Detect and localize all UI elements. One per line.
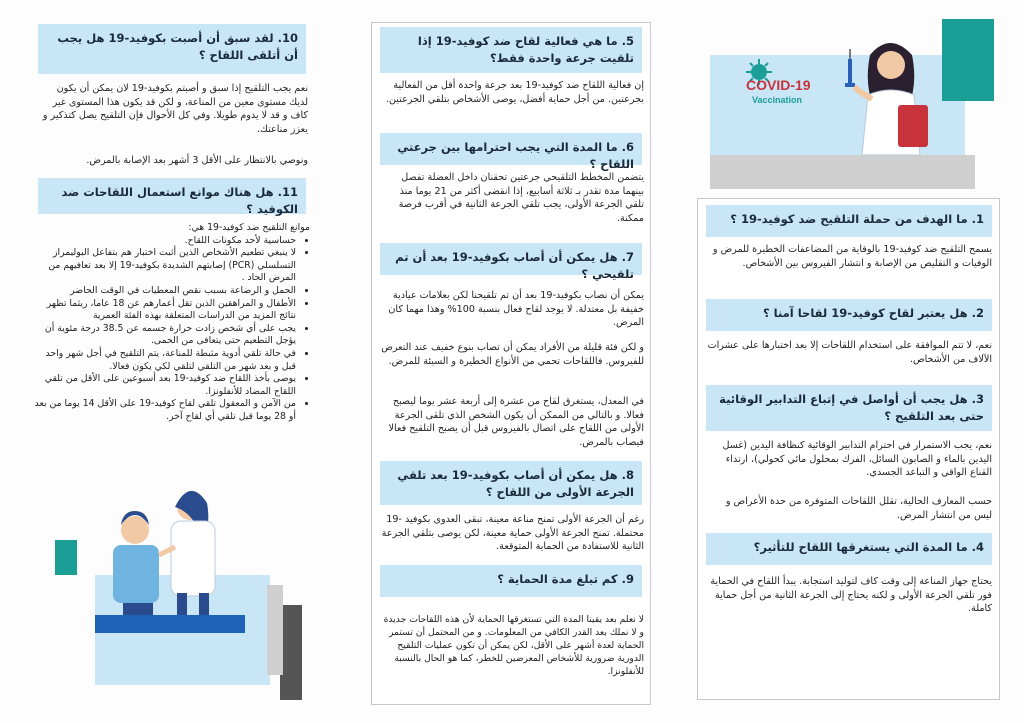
answer-7c: في المعدل، يستغرق لقاح من عشرة إلى أربعة عشر يوما ليصبح فعالا. و بالتالي من الممكن أن يكون الشخص الذي تلقى الجرعة الأولى من اللقاح على اتصال بالفيروس قبل أن يصبح التلقيح فعالا فيصاب بالمرض. <box>388 396 644 448</box>
list-item: • الحمل و الرضاعة بسبب نقص المعطيات في الوقت الحاضر <box>34 285 296 298</box>
vaccination-illustration <box>55 485 305 700</box>
contraindications-list <box>34 235 310 424</box>
question-4: 4. ما المدة التي يستغرقها اللقاح للتأثير؟ <box>706 533 992 565</box>
list-item: • حساسية لأحد مكونات اللقاح. <box>34 235 296 248</box>
question-6: 6. ما المدة التي يجب احترامها بين جرعتي اللقاح ؟ <box>380 133 642 165</box>
answer-7a: يمكن أن نصاب بكوفيد-19 بعد أن تم تلقيحنا لكن بعلامات عيادية خفيفة بل معتدلة. لا يوجد لقاح فعال بنسبة 100% وهذا مهما كان المرض. <box>388 290 644 329</box>
question-10: 10. لقد سبق أن أصبت بكوفيد-19 هل يجب أن أتلقى اللقاح ؟ <box>38 24 306 74</box>
answer-11 <box>34 222 310 424</box>
question-1: 1. ما الهدف من حملة التلقيح ضد كوفيد-19 ؟ <box>706 205 992 237</box>
right-panel <box>697 198 1000 700</box>
answer-3a: نعم، يجب الاستمرار في احترام التدابير الوقائية كنظافة اليدين (غسل اليدين بالماء و الصابون السائل، الفرك بمحلول مائي كحولي)، ارتداء القناع الواقي و التباعد الجسدي. <box>722 440 992 479</box>
question-2: 2. هل يعتبر لقاح كوفيد-19 لقاحا آمنا ؟ <box>706 299 992 331</box>
question-8: 8. هل يمكن أن أصاب بكوفيد-19 بعد تلقي الجرعة الأولى من اللقاح ؟ <box>380 461 642 505</box>
list-item: • في حالة تلقي أدوية مثبطة للمناعة، يتم التلقيح في أجل شهر واحد قبل و بعد شهر من التلقي لتلقي لكي يكون فعالا. <box>34 348 296 373</box>
list-item: • الأطفال و المراهقين الذين تقل أعمارهم عن 18 عاما، ريثما تظهر نتائج المزيد من الدراسات المتعلقة بهذه الفئة العمرية <box>34 298 296 323</box>
cover <box>700 15 1000 195</box>
nurse-patient-image <box>55 485 305 700</box>
list-item: • يجب على أي شخص زادت حرارة جسمه عن 38.5 درجة مئوية أن يؤجل التطعيم حتى يتعافى من الحمى. <box>34 323 296 348</box>
question-11: 11. هل هناك موانع استعمال اللقاحات ضد الكوفيد ؟ <box>38 178 306 214</box>
cover-title: COVID-19 <box>746 77 811 93</box>
cover-subtitle: Vaccination <box>752 95 803 105</box>
answer-7b: و لكن فئة قليلة من الأفراد يمكن أن تصاب بنوع خفيف عند التعرض للفيروس. فاللقاحات تحمي من الأنواع الخطيرة و السيئة للمرض. <box>381 342 644 367</box>
answer-3b: حسب المعارف الحالية، تقلل اللقاحات المتوفرة من حدة الأعراض و ليس من انتشار المرض. <box>725 496 992 521</box>
question-9: 9. كم تبلغ مدة الحماية ؟ <box>380 565 642 597</box>
answer-4: يحتاج جهاز المناعة إلى وقت كاف لتوليد استجابة. يبدأ اللقاح في الحماية فور تلقي الجرعة الأولى و لكنه يحتاج إلى الجرعة الثانية من أجل حماية كاملة. <box>710 576 992 615</box>
middle-panel <box>371 22 651 705</box>
answer-6: يتضمن المخطط التلقيحي جرعتين تحقنان داخل العضلة تفصل بينهما مدة تقدر بـ ثلاثة أسابيع، إذا انقضى أكثر من 21 يوما منذ تلقي الجرعة الأولى، يجب تلقي الجرعة الثانية في أقرب فرصة ممكنة. <box>398 172 644 224</box>
answer-10-note: ونوصي بالانتظار على الأقل 3 أشهر بعد الإصابة بالمرض. <box>86 155 308 166</box>
answer-1: يسمح التلقيح ضد كوفيد-19 بالوقاية من المضاعفات الخطيرة للمرض و الوفيات و التقليص من الإصابة و انتشار الفيروس بين الأشخاص. <box>712 244 992 269</box>
list-item: • من الآمن و المعقول تلقي لقاح كوفيد-19 على الأقل 14 يوما من بعد أو 28 يوما قبل تلقي أي لقاح آخر. <box>34 398 296 423</box>
list-item: • يوصى بأخذ اللقاح ضد كوفيد-19 بعد أسبوعين على الأقل من تلقي اللقاح المضاد للأنفلونزا. <box>34 373 296 398</box>
list-item: • لا ينبغي تطعيم الأشخاص الذين أثبت اختبار هم بتفاعل البوليمراز التسلسلي (PCR) إصابتهم الشديدة بكوفيد-19 إلا بعد تعافيهم من المرض الحاد . <box>34 247 296 285</box>
contraindications-intro: موانع التلقيح ضد كوفيد-19 هي: <box>188 222 310 233</box>
question-7: 7. هل يمكن أن أصاب بكوفيد-19 بعد أن تم تلقيحي ؟ <box>380 243 642 275</box>
answer-9: لا نعلم بعد يقينا المدة التي تستغرقها الحماية لأن هذه اللقاحات جديدة و لا نملك بعد القدر الكافي من المعلومات. و من المحتمل أن تستمر الحماية لعدة أشهر على الأقل، لكن يمكن أن تكون عمليات التلقيح الدورية ضرورية للأشخاص المعرضين للخطر، كما هو الحال بالنسبة للأنفلونزا. <box>383 614 644 677</box>
question-3: 3. هل يجب أن أواصل في إتباع التدابير الوقائية حتى بعد التلقيح ؟ <box>706 385 992 431</box>
answer-5: إن فعالية اللقاح ضد كوفيد-19 بعد جرعة واحدة أقل من الفعالية بجرعتين. من أجل حماية أفضل، يوصى الأشخاص بتلقي الجرعتين. <box>385 80 644 105</box>
question-5: 5. ما هي فعالية لقاح ضد كوفيد-19 إذا تلقيت جرعة واحدة فقط؟ <box>380 27 642 73</box>
answer-10: نعم يجب التلقيح إذا سبق و أصبتم بكوفيد-19 لان يمكن أن يكون لديك مستوى معين من المناعة، و لكن قد يكون هذا المستوى غير كاف و قد لا يدوم طويلا. وفي كل الأحوال فإن التلقيح يصل كتذكير و يعزز مناعتك. <box>42 83 308 135</box>
nurse-icon <box>840 35 950 165</box>
answer-2: نعم، لا تتم الموافقة على استخدام اللقاحات إلا بعد اختبارها على عشرات الآلاف من الأشخاص. <box>707 340 992 365</box>
answer-8: رغم أن الجرعة الأولى تمنح مناعة معينة، تبقى العدوى بكوفيد -19 محتملة. تمنح الجرعة الأولى حماية معينة، لكن يوصى بتلقي الجرعة الثانية للاستفادة من الحماية المتوقعة. <box>381 514 644 553</box>
